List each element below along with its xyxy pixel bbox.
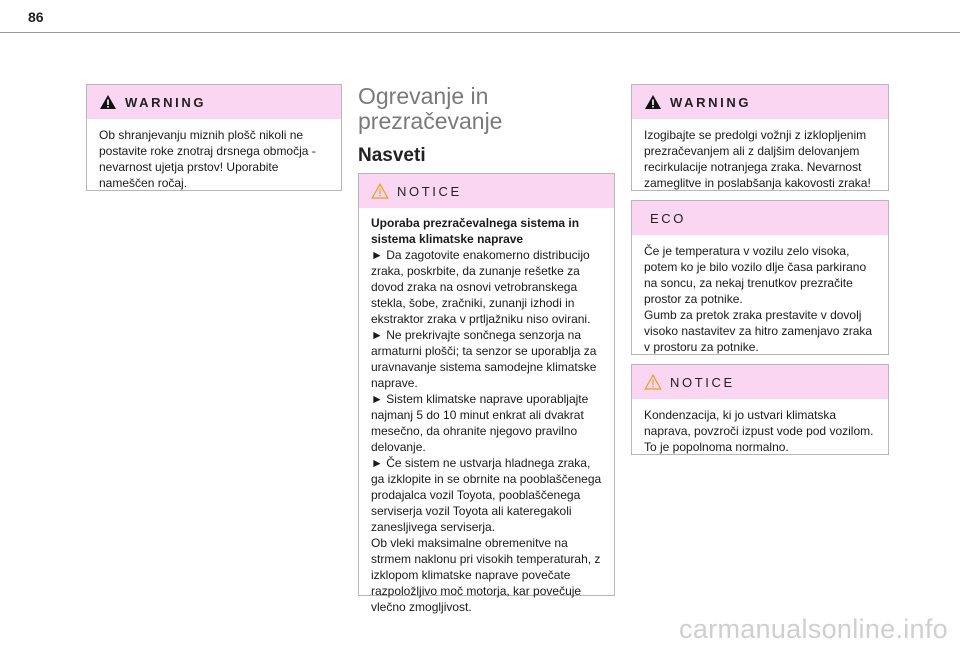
warning-title: WARNING xyxy=(670,94,752,110)
notice-paragraph: Ob vleki maksimalne obremenitve na strmem naklonu pri visokih temperaturah, z izklopom klimatske naprave povečate razpoložljivo moč motorja, kar povečuje vlečno zmogljivost. xyxy=(371,536,601,614)
warning-body xyxy=(87,119,341,199)
section-title xyxy=(358,84,618,134)
warning-title: WARNING xyxy=(125,94,207,110)
page-number: 86 xyxy=(28,9,44,25)
top-rule xyxy=(0,32,960,33)
watermark: carmanualsonline.info xyxy=(679,614,948,644)
warning-icon xyxy=(644,94,662,110)
notice-title: NOTICE xyxy=(397,183,462,199)
notice-box-middle xyxy=(358,173,615,614)
eco-paragraph: Če je temperatura v vozilu zelo visoka, potem ko je bilo vozilo dlje časa parkirano na soncu, za nekaj trenutkov prezračite prostor za potnike. xyxy=(644,244,867,306)
warning-text: Izogibajte se predolgi vožnji z izklopljenim prezračevanjem ali z daljšim delovanjem recirkulacije notranjega zraka. Nevarnost zameglitve in poslabšanja kakovosti zraka! xyxy=(644,128,871,190)
warning-box-right xyxy=(631,84,889,191)
section-subtitle: Nasveti xyxy=(358,145,426,166)
warning-header xyxy=(632,85,888,119)
eco-paragraph: Gumb za pretok zraka prestavite v dovolj visoko nastavitev za hitro zamenjavo zraka v prostoru za potnike. xyxy=(644,308,873,354)
notice-paragraph: ► Če sistem ne ustvarja hladnega zraka, ga izklopite in se obrnite na pooblaščenega prodajalca vozil Toyota, pooblaščenega serviserja vozil Toyota ali kateregakoli zanesljivega serviserja. xyxy=(371,456,602,534)
notice-header xyxy=(359,174,614,208)
notice-body xyxy=(359,208,614,623)
eco-box xyxy=(631,200,889,355)
warning-header xyxy=(87,85,341,119)
notice-body xyxy=(632,399,888,463)
section-title-line2: prezračevanje xyxy=(358,108,503,134)
notice-bold-line2: sistema klimatske naprave xyxy=(371,232,524,246)
notice-paragraph: ► Da zagotovite enakomerno distribucijo zraka, poskrbite, da zunanje rešetke za dovod zraka na osnovi vetrobranskega stekla, šobe, zračniki, zunanji izhodi in ekstraktor zraka v prtljažniku niso ovirani. xyxy=(371,248,591,326)
warning-text: Ob shranjevanju miznih plošč nikoli ne postavite roke znotraj drsnega območja - nevarnost ujetja prstov! Uporabite nameščen ročaj. xyxy=(99,128,316,190)
notice-paragraph: ► Sistem klimatske naprave uporabljajte najmanj 5 do 10 minut enkrat ali dvakrat mesečno, da ohranite njegovo pravilno delovanje. xyxy=(371,392,589,454)
eco-body xyxy=(632,235,888,363)
eco-header xyxy=(632,201,888,235)
eco-title: ECO xyxy=(650,210,686,226)
notice-paragraph: ► Ne prekrivajte sončnega senzorja na armaturni plošči; ta senzor se uporablja za uravnavanje sistema samodejne klimatske naprave. xyxy=(371,328,597,390)
notice-header xyxy=(632,365,888,399)
notice-box-right xyxy=(631,364,889,455)
caution-icon xyxy=(371,183,389,199)
warning-icon xyxy=(99,94,117,110)
caution-icon xyxy=(644,374,662,390)
warning-box-left xyxy=(86,84,342,191)
warning-body xyxy=(632,119,888,199)
notice-bold-line1: Uporaba prezračevalnega sistema in xyxy=(371,216,580,230)
notice-title: NOTICE xyxy=(670,374,735,390)
notice-text: Kondenzacija, ki jo ustvari klimatska naprava, povzroči izpust vode pod vozilom. To je popolnoma normalno. xyxy=(644,408,874,454)
section-title-line1: Ogrevanje in xyxy=(358,83,489,109)
